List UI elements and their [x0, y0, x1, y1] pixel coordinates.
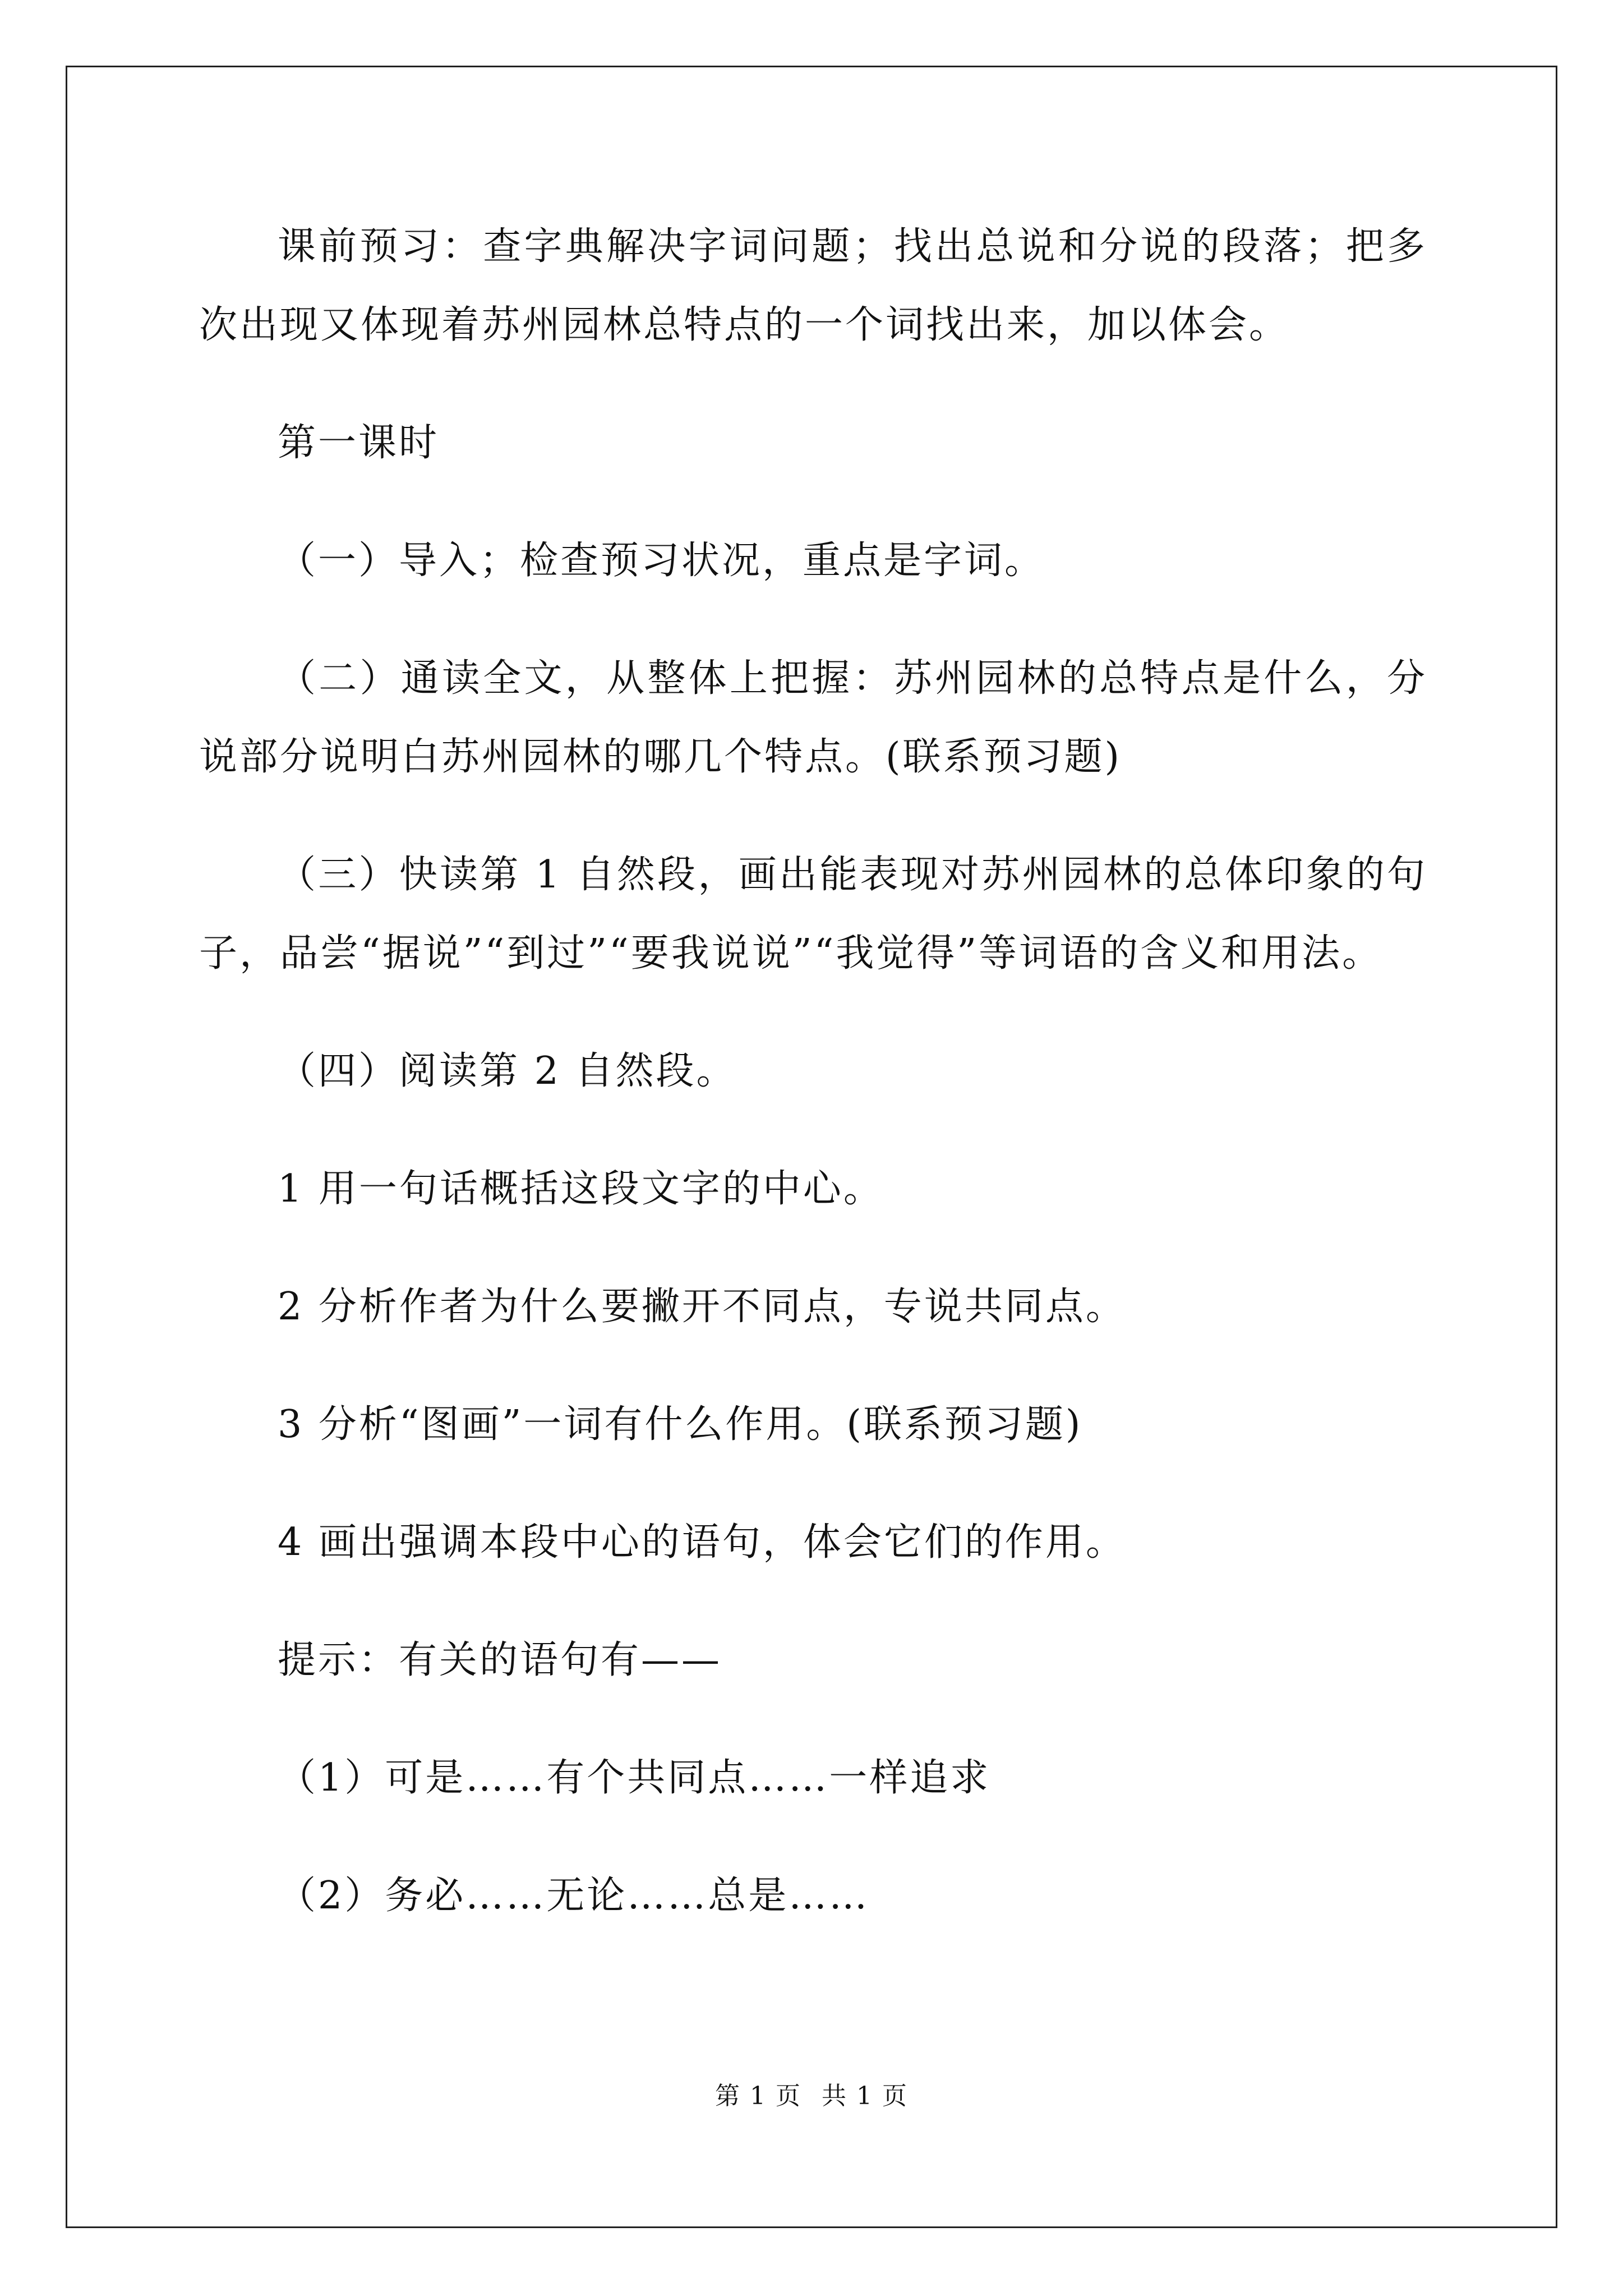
- list-item: （1）可是……有个共同点……一样追求: [278, 1756, 991, 1800]
- paragraph-lesson-title: 第一课时: [278, 421, 440, 465]
- paragraph-preview: 课前预习：查字典解决字词问题；找出总说和分说的段落；把多次出现又体现着苏州园林总特点的一个词找出来，加以体会。: [199, 224, 1427, 347]
- total-pages: 共 1 页: [822, 2082, 908, 2110]
- paragraph-step-3: （三）快读第 1 自然段，画出能表现对苏州园林的总体印象的句子，品尝“据说”“到过”“要我说说”“我觉得”等词语的含义和用法。: [199, 853, 1427, 976]
- list-item: 1 用一句话概括这段文字的中心。: [278, 1167, 884, 1211]
- current-page: 第 1 页: [715, 2082, 801, 2110]
- document-body: [199, 208, 1427, 1975]
- list-item: 2 分析作者为什么要撇开不同点，专说共同点。: [278, 1285, 1126, 1329]
- list-item: （2）务必……无论……总是……: [278, 1874, 870, 1918]
- paragraph-hint: 提示：有关的语句有——: [278, 1638, 722, 1682]
- paragraph-step-2: （二）通读全文，从整体上把握：苏州园林的总特点是什么，分说部分说明白苏州园林的哪几个特点。(联系预习题): [199, 656, 1427, 779]
- paragraph-step-1: （一）导入；检查预习状况，重点是字词。: [278, 539, 1045, 583]
- paragraph-step-4: （四）阅读第 2 自然段。: [278, 1049, 737, 1093]
- list-item: 4 画出强调本段中心的语句，体会它们的作用。: [278, 1520, 1126, 1565]
- list-item: 3 分析“图画”一词有什么作用。(联系预习题): [278, 1402, 1083, 1447]
- page-footer: [0, 2076, 1623, 2111]
